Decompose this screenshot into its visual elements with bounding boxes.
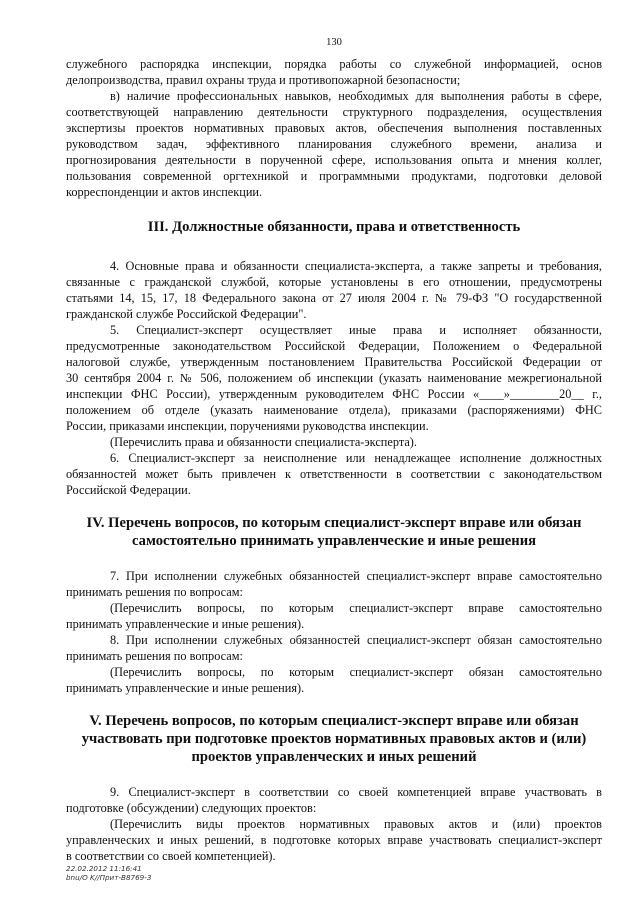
text-line: предусмотренные законодательством Российской Федерации, Положением о Федеральной	[66, 339, 602, 353]
text-line: 9. Специалист-эксперт в соответствии со своей компетенцией вправе участвовать в	[110, 785, 602, 799]
section-heading-4-line2: самостоятельно принимать управленческие и иные решения	[132, 533, 536, 549]
text-line: руководством задач, эффективного планирования служебного времени, анализа и	[66, 137, 602, 151]
text-line: в соответствии со своей компетенцией).	[66, 849, 276, 863]
text-line: России, приказами инспекции, поручениями руководства инспекции.	[66, 419, 429, 433]
footer-document-code: bnu/O K//Прит-В8769-3	[66, 873, 152, 882]
text-line: 4. Основные права и обязанности специалиста-эксперта, а также запреты и требования,	[110, 259, 602, 273]
text-line: 5. Специалист-эксперт осуществляет иные права и исполняет обязанности,	[110, 323, 602, 337]
text-line: в) наличие профессиональных навыков, необходимых для выполнения работы в сфере,	[110, 89, 602, 103]
text-line: (Перечислить виды проектов нормативных правовых актов и (или) проектов	[110, 817, 602, 831]
text-line: делопроизводства, правил охраны труда и противопожарной безопасности;	[66, 73, 461, 87]
text-line: (Перечислить вопросы, по которым специалист-эксперт обязан самостоятельно	[110, 665, 602, 679]
text-line: инспекции ФНС России), утвержденным руководителем ФНС России «____»________20__ г.,	[66, 387, 602, 401]
text-line: экспертизы проектов нормативных правовых актов, обеспечения выполнения поставленных	[66, 121, 602, 135]
text-line: гражданской службе Российской Федерации".	[66, 307, 307, 321]
section-heading-3: III. Должностные обязанности, права и ответственность	[147, 219, 521, 235]
section-heading-5-line1: V. Перечень вопросов, по которым специалист-эксперт вправе или обязан	[89, 713, 579, 729]
text-line: 30 сентября 2004 г. № 506, положением об инспекции (указать наименование межрегиональной	[66, 371, 602, 385]
section-heading-4-line1: IV. Перечень вопросов, по которым специалист-эксперт вправе или обязан	[86, 515, 582, 531]
text-line: принимать решения по вопросам:	[66, 649, 243, 663]
text-line: связанные с гражданской службой, которые установлены в его отношении, предусмотрены	[66, 275, 602, 289]
text-line: обязанностей может быть привлечен к ответственности в соответствии с законодательством	[66, 467, 602, 481]
document-page	[66, 0, 602, 905]
section-heading-5-line2: участвовать при подготовке проектов нормативных правовых актов и (или)	[81, 731, 587, 747]
text-line: принимать управленческие и иные решения).	[66, 617, 305, 631]
text-line: пользования современной оргтехникой и программными продуктами, подготовки деловой	[66, 169, 602, 183]
text-line: налоговой службе, утвержденным постановлением Правительства Российской Федерации от	[66, 355, 602, 369]
text-line: 8. При исполнении служебных обязанностей специалист-эксперт обязан самостоятельно	[110, 633, 602, 647]
page-number: 130	[326, 37, 342, 48]
text-line: корреспонденции и актов инспекции.	[66, 185, 263, 199]
text-line: прогнозирования деятельности в порученной сфере, использования опыта и мнения коллег,	[66, 153, 602, 167]
text-line: положением об отделе (указать наименование отдела), приказами (распоряжениями) ФНС	[66, 403, 602, 417]
text-line: статьями 14, 15, 17, 18 Федерального закона от 27 июля 2004 г. № 79-ФЗ "О государственной	[66, 291, 602, 305]
text-line: соответствующей направлению деятельности структурного подразделения, осуществления	[66, 105, 602, 119]
text-line: 6. Специалист-эксперт за неисполнение или ненадлежащее исполнение должностных	[110, 451, 602, 465]
text-line: Российской Федерации.	[66, 483, 191, 497]
text-line: управленческих и иных решений, в подготовке которых вправе участвовать специалист-эксперт	[66, 833, 602, 847]
text-line: (Перечислить права и обязанности специалиста-эксперта).	[110, 435, 417, 449]
footer-timestamp: 22.02.2012 11:16:41	[66, 864, 142, 873]
text-line: подготовке (обсуждении) следующих проектов:	[66, 801, 317, 815]
section-heading-5-line3: проектов управленческих и иных решений	[191, 749, 477, 765]
text-line: принимать управленческие и иные решения).	[66, 681, 305, 695]
text-line: принимать решения по вопросам:	[66, 585, 243, 599]
text-line: служебного распорядка инспекции, порядка работы со служебной информацией, основ	[66, 57, 602, 71]
text-line: (Перечислить вопросы, по которым специалист-эксперт вправе самостоятельно	[110, 601, 602, 615]
text-line: 7. При исполнении служебных обязанностей специалист-эксперт вправе самостоятельно	[110, 569, 602, 583]
